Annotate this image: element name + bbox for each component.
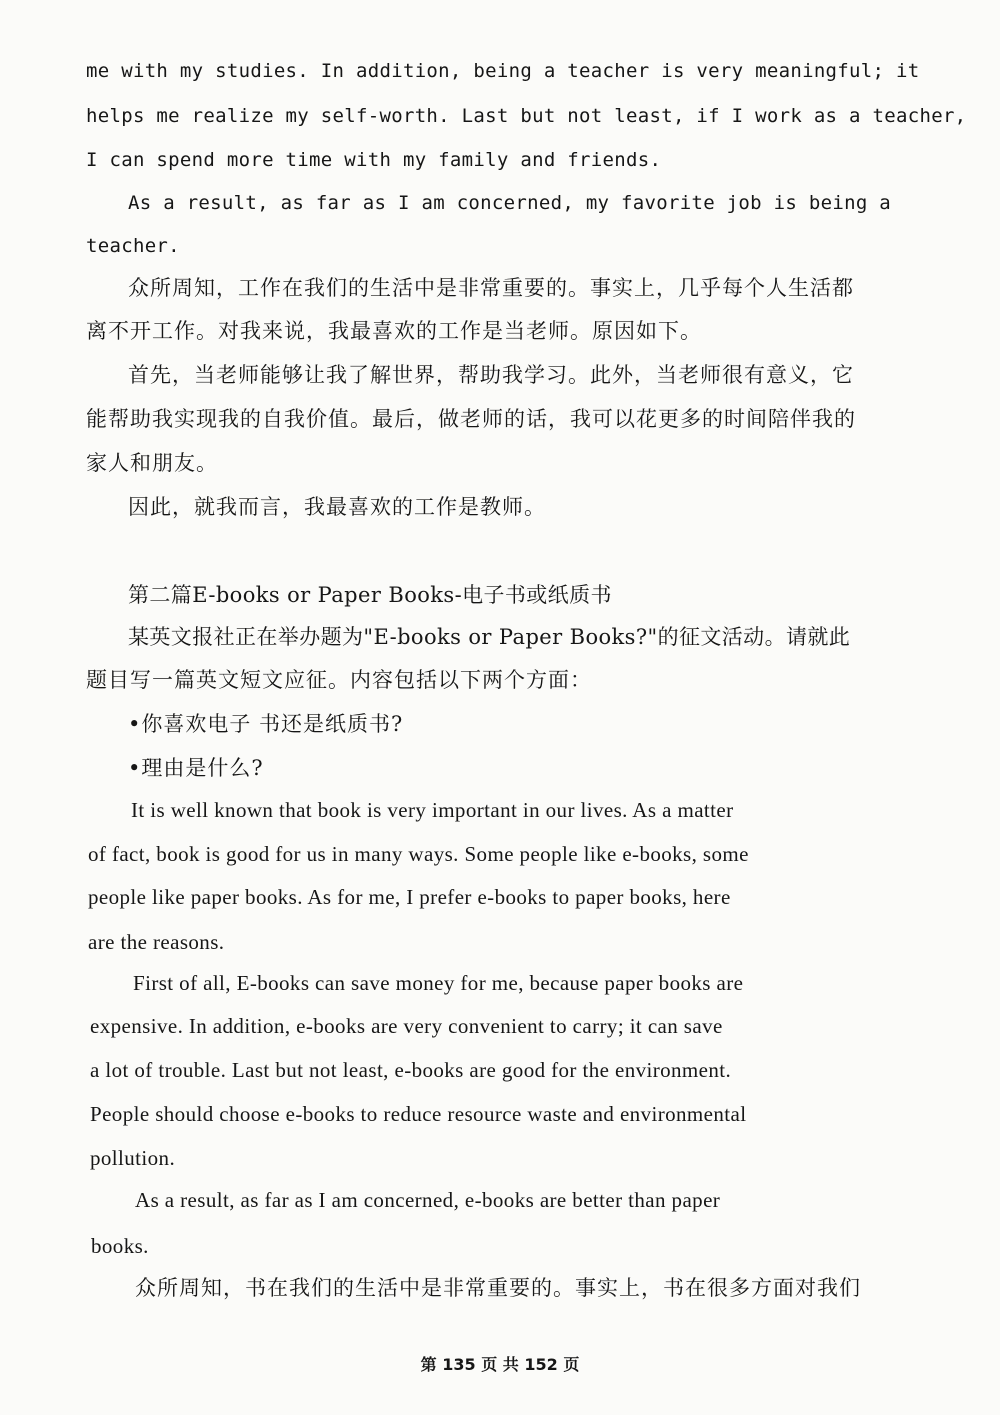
essay1-en-line: As a result, as far as I am concerned, my favorite job is being a: [128, 192, 892, 214]
essay1-en-line: me with my studies. In addition, being a teacher is very meaningful; it: [86, 60, 920, 82]
essay1-zh-line: 离不开工作。对我来说，我最喜欢的工作是当老师。原因如下。: [86, 319, 702, 343]
essay2-en-line: pollution.: [90, 1146, 176, 1170]
essay1-zh-line: 首先，当老师能够让我了解世界，帮助我学习。此外，当老师很有意义，它: [128, 363, 854, 387]
essay1-en-line: teacher.: [86, 235, 180, 257]
essay1-en-line: I can spend more time with my family and friends.: [86, 149, 662, 171]
essay2-en-line: expensive. In addition, e-books are very convenient to carry; it can save: [90, 1014, 723, 1038]
essay2-title: 第二篇E-books or Paper Books-电子书或纸质书: [128, 583, 612, 607]
essay2-en-line: As a result, as far as I am concerned, e-books are better than paper: [135, 1188, 721, 1212]
essay1-zh-line: 因此，就我而言，我最喜欢的工作是教师。: [128, 495, 546, 519]
essay2-en-line: books.: [91, 1234, 149, 1258]
essay2-en-line: First of all, E-books can save money for me, because paper books are: [133, 971, 744, 995]
page-number-footer: 第 135 页 共 152 页: [420, 1355, 580, 1374]
essay1-en-line: helps me realize my self-worth. Last but not least, if I work as a teacher,: [86, 105, 967, 127]
essay2-prompt-line: 题目写一篇英文短文应征。内容包括以下两个方面：: [86, 668, 592, 692]
essay2-zh-line: 众所周知，书在我们的生活中是非常重要的。事实上，书在很多方面对我们: [135, 1276, 861, 1300]
essay1-zh-line: 能帮助我实现我的自我价值。最后，做老师的话，我可以花更多的时间陪伴我的: [86, 407, 856, 431]
essay2-en-line: are the reasons.: [88, 930, 225, 954]
essay2-en-line: a lot of trouble. Last but not least, e-books are good for the environment.: [90, 1058, 732, 1082]
essay2-bullet: •理由是什么?: [128, 756, 264, 780]
essay2-en-line: It is well known that book is very important in our lives. As a matter: [131, 798, 734, 822]
essay2-bullet: •你喜欢电子 书还是纸质书?: [128, 712, 404, 736]
essay2-en-line: of fact, book is good for us in many ways. Some people like e-books, some: [88, 842, 749, 866]
essay2-en-line: people like paper books. As for me, I prefer e-books to paper books, here: [88, 885, 731, 909]
essay2-prompt-line: 某英文报社正在举办题为"E-books or Paper Books?"的征文活动。请就此: [128, 625, 851, 649]
essay1-zh-line: 家人和朋友。: [86, 451, 218, 475]
essay2-en-line: People should choose e-books to reduce resource waste and environmental: [90, 1102, 747, 1126]
essay1-zh-line: 众所周知，工作在我们的生活中是非常重要的。事实上，几乎每个人生活都: [128, 276, 854, 300]
